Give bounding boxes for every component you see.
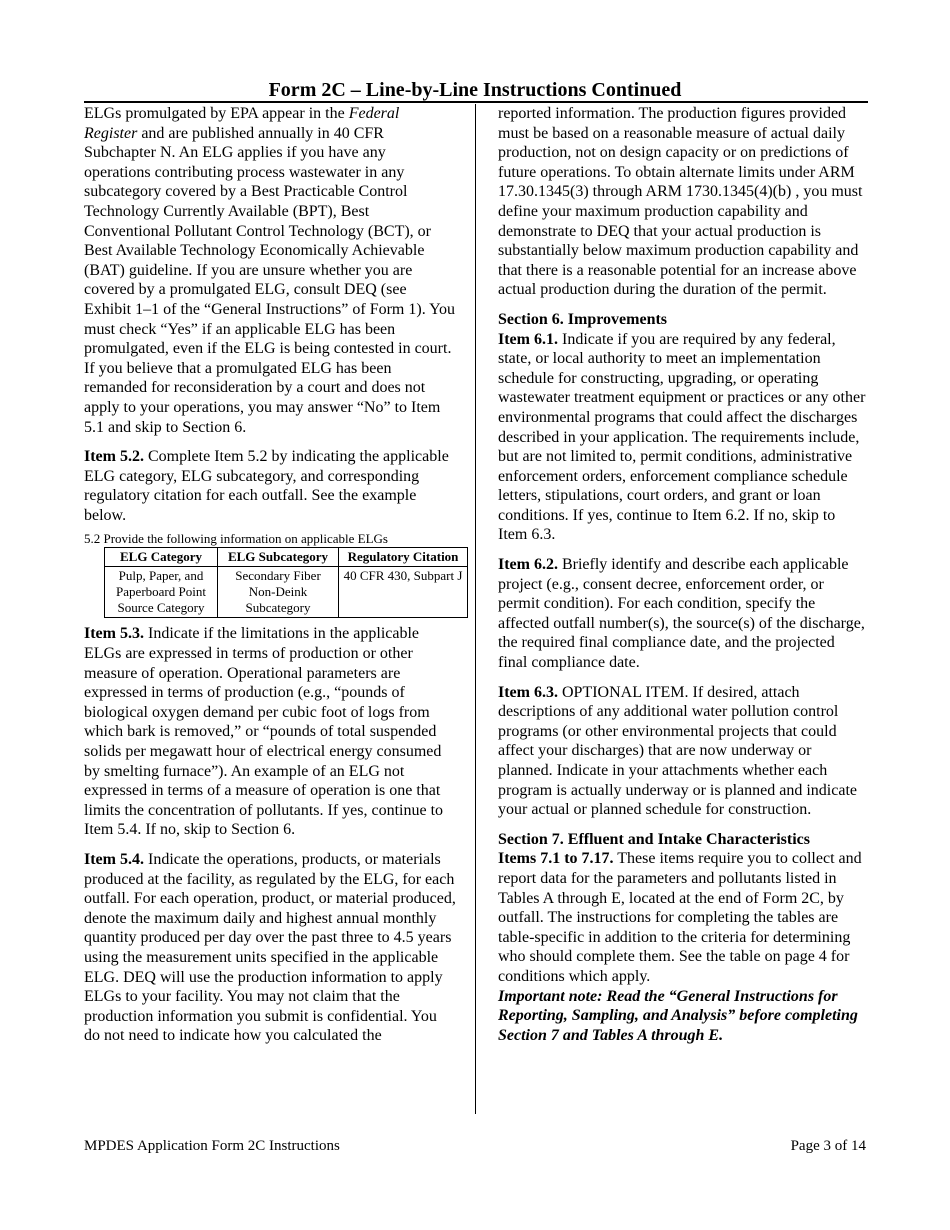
- item-5-4-paragraph: Item 5.4. Indicate the operations, products, or materials produced at the facility, as regulated by the ELG, for each outfall. For each operation, product, or material produced, denote the maximum daily and highest annual monthly quantity produced per day over the past three to 4.5 years using the measurement units specified in the applicable ELG. DEQ will use the production information to apply ELGs to your facility. You may not claim that the production information you submit is confidential. You do not need to indicate how you calculated the: [84, 851, 456, 1045]
- table-header-row: [105, 548, 468, 567]
- item-6-2-paragraph: Item 6.2. Briefly identify and describe each applicable project (e.g., consent decree, enforcement order, or permit condition). For each condition, specify the affected outfall number(s), the source(s) of the discharge, the required final compliance date, and the projected final compliance date.: [498, 556, 865, 672]
- federal-register-italic: Federal Register: [84, 105, 400, 142]
- right-column: [498, 104, 866, 1055]
- table-cell: Pulp, Paper, and Paperboard Point Source Category: [105, 567, 218, 618]
- section-6-heading: Section 6. Improvements: [498, 310, 668, 328]
- item-label: Item 5.2.: [84, 448, 144, 466]
- item-label: Item 6.1.: [498, 330, 558, 348]
- item-label: Items 7.1 to 7.17.: [498, 850, 614, 868]
- items-7-1-paragraph: Items 7.1 to 7.17. These items require you to collect and report data for the parameters and pollutants listed in Tables A through E, located at the end of Form 2C, by outfall. The instructions for completing the tables are table-specific in addition to the criteria for determining who should complete them. See the table on page 4 for conditions which apply. Important note: Read the “General Instructions for Reporting, Sampling, and Analysis” before completing Section 7 and Tables A through E.: [498, 850, 862, 1044]
- continued-paragraph: reported information. The production figures provided must be based on a reasonable measure of actual daily production, not on design capacity or on predictions of future operations. To obtain alternate limits under ARM 17.30.1345(3) through ARM 1730.1345(4)(b) , you must define your maximum production capability and demonstrate to DEQ that your actual production is substantially below maximum production capability and that there is a reasonable potential for an increase above actual production during the duration of the permit.: [498, 105, 863, 299]
- item-6-3-paragraph: Item 6.3. OPTIONAL ITEM. If desired, attach descriptions of any additional water pollution control programs (or other environmental projects that could affect your discharges) that are now underway or planned. Indicate in your attachments whether each program is actually underway or is planned and indicate your actual or planned schedule for construction.: [498, 683, 857, 819]
- title-rule: [84, 101, 868, 103]
- footer-document-name: MPDES Application Form 2C Instructions: [84, 1138, 340, 1154]
- table-cell: Secondary Fiber Non-Deink Subcategory: [218, 567, 339, 618]
- item-5-2-paragraph: Item 5.2. Complete Item 5.2 by indicating the applicable ELG category, ELG subcategory, and corresponding regulatory citation for each outfall. See the example below.: [84, 448, 449, 524]
- item-label: Item 6.2.: [498, 556, 558, 574]
- section-7-heading: Section 7. Effluent and Intake Characteristics: [498, 830, 810, 848]
- item-6-1-paragraph: Item 6.1. Indicate if you are required by any federal, state, or local authority to meet an implementation schedule for constructing, upgrading, or operating wastewater treatment equipment or practices or any other environmental programs that could affect the discharges described in your application. The requirements include, but are not limited to, permit conditions, administrative enforcement orders, enforcement compliance schedule letters, stipulations, court orders, and grant or loan conditions. If yes, continue to Item 6.2. If no, skip to Item 6.3.: [498, 330, 866, 544]
- page-title: Form 2C – Line-by-Line Instructions Continued: [268, 79, 682, 101]
- item-label: Item 5.4.: [84, 851, 144, 868]
- table-cell: 40 CFR 430, Subpart J: [339, 567, 468, 618]
- table-header-cell: ELG Category: [105, 548, 218, 567]
- table-header-cell: ELG Subcategory: [218, 548, 339, 567]
- left-column: [84, 104, 463, 1056]
- elg-intro-paragraph: ELGs promulgated by EPA appear in the Federal Register and are published annually in 40 CFR Subchapter N. An ELG applies if you have any operations contributing process wastewater in any subcategory covered by a Best Practicable Control Technology Currently Available (BPT), Best Conventional Pollutant Control Technology (BCT), or Best Available Technology Economically Achievable (BAT) guideline. If you are unsure whether you are covered by a promulgated ELG, consult DEQ (see Exhibit 1–1 of the “General Instructions” of Form 1). You must check “Yes” if an applicable ELG has been promulgated, even if the ELG is being contested in court. If you believe that a promulgated ELG has been remanded for reconsideration by a court and does not apply to your operations, you may answer “No” to Item 5.1 and skip to Section 6.: [84, 105, 456, 436]
- footer-page-number: Page 3 of 14: [790, 1138, 866, 1154]
- column-divider: [475, 104, 476, 1114]
- item-label: Item 5.3.: [84, 625, 144, 643]
- elg-example-table: [104, 547, 468, 618]
- item-5-3-paragraph: Item 5.3. Indicate if the limitations in the applicable ELGs are expressed in terms of production or other measure of operation. Operational parameters are expressed in terms of production (e.g., “pounds of biological oxygen demand per cubic foot of logs from which bark is removed,” or “pounds of total suspended solids per megawatt hour of electrical energy consumed by smelting furnace”). An example of an ELG not expressed in terms of a measure of operation is one that limits the concentration of pollutants. If yes, continue to Item 5.4. If no, skip to Section 6.: [84, 625, 444, 839]
- table-caption: 5.2 Provide the following information on applicable ELGs: [84, 531, 388, 547]
- table-header-cell: Regulatory Citation: [339, 548, 468, 567]
- important-note: Important note: Read the “General Instructions for Reporting, Sampling, and Analysis” before completing Section 7 and Tables A through E.: [498, 987, 858, 1044]
- item-label: Item 6.3.: [498, 683, 558, 701]
- table-row: [105, 567, 468, 618]
